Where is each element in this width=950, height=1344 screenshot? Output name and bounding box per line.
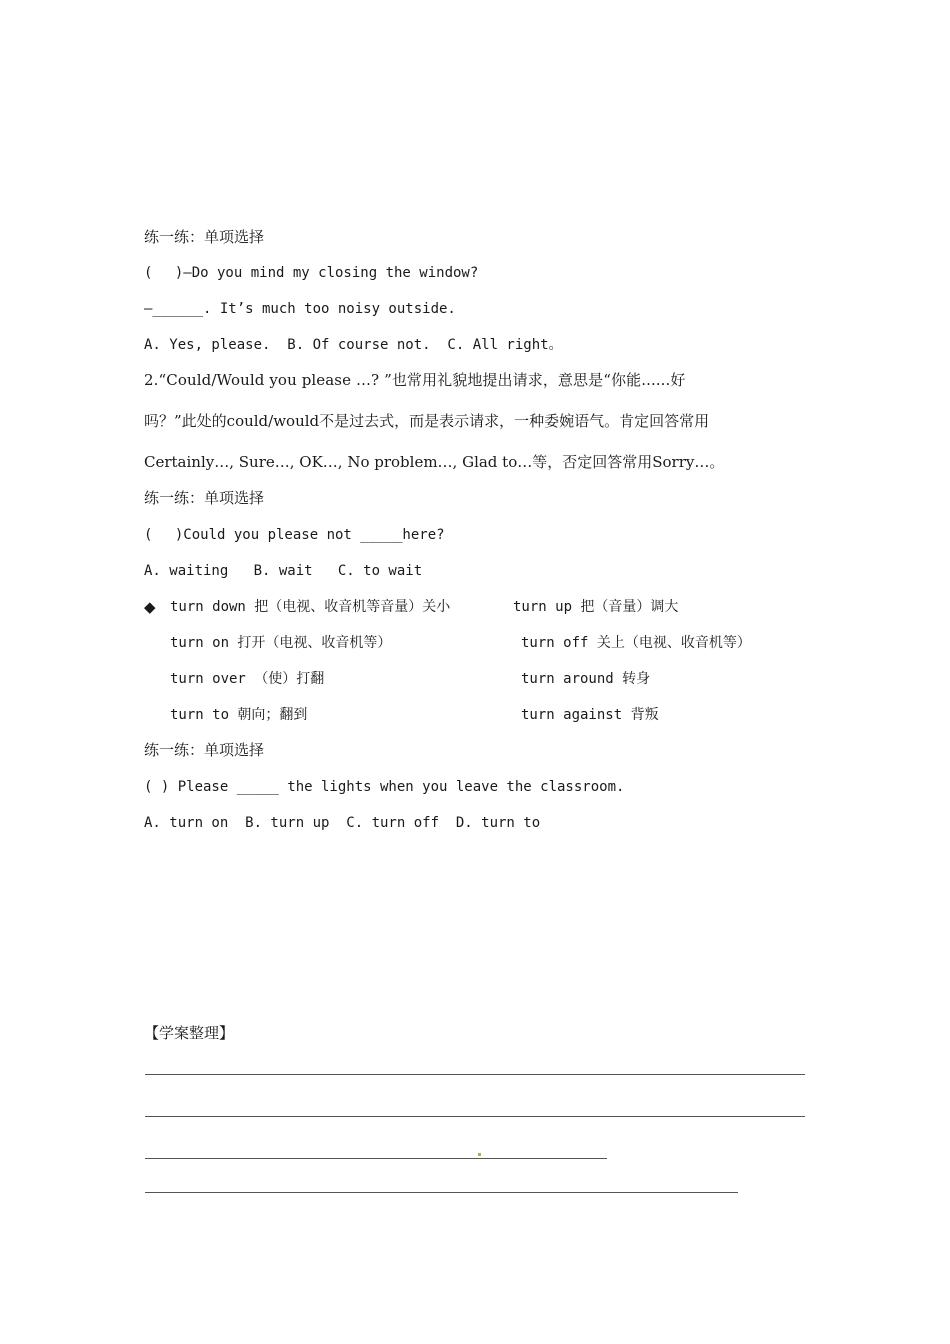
phrase-turn-to: turn to 朝向；翻到 xyxy=(170,707,308,723)
section1-options: A. Yes, please. B. Of course not. C. All right。 xyxy=(144,337,563,353)
phrase-turn-around: turn around 转身 xyxy=(521,671,651,687)
summary-heading: 【学案整理】 xyxy=(144,1024,235,1042)
phrase-turn-down: turn down 把（电视、收音机等音量）关小 xyxy=(170,599,451,615)
phrase-turn-against: turn against 背叛 xyxy=(521,707,659,723)
summary-rule-4 xyxy=(145,1192,738,1193)
phrase-turn-over: turn over （使）打翻 xyxy=(170,671,325,687)
section1-heading: 练一练：单项选择 xyxy=(144,228,265,246)
green-dot-mark xyxy=(478,1153,481,1156)
note2-line1: 2.“Could/Would you please …? ”也常用礼貌地提出请求，意思是“你能......好 xyxy=(144,371,686,389)
section1-question: ( )—Do you mind my closing the window? xyxy=(144,265,479,281)
phrase-turn-on: turn on 打开（电视、收音机等） xyxy=(170,635,392,651)
section3-question: ( ) Please _____ the lights when you leave the classroom. xyxy=(144,779,625,795)
summary-rule-3 xyxy=(145,1158,607,1159)
bullet-icon: ◆ xyxy=(144,598,156,616)
summary-rule-2 xyxy=(145,1116,805,1117)
section3-heading: 练一练：单项选择 xyxy=(144,741,265,759)
section2-question: ( )Could you please not _____here? xyxy=(144,527,445,543)
summary-rule-1 xyxy=(145,1074,805,1075)
section2-options: A. waiting B. wait C. to wait xyxy=(144,563,423,579)
phrase-turn-up: turn up 把（音量）调大 xyxy=(513,599,679,615)
section3-options: A. turn on B. turn up C. turn off D. turn to xyxy=(144,815,541,831)
note2-line2: 吗？”此处的could/would不是过去式，而是表示请求，一种委婉语气。肯定回答常用 xyxy=(144,412,710,430)
note2-line3: Certainly…, Sure…, OK…, No problem…, Glad to…等，否定回答常用Sorry…。 xyxy=(144,453,725,471)
section2-heading: 练一练：单项选择 xyxy=(144,489,265,507)
phrase-turn-off: turn off 关上（电视、收音机等） xyxy=(521,635,751,651)
section1-answer-line: —______. It’s much too noisy outside. xyxy=(144,301,456,317)
